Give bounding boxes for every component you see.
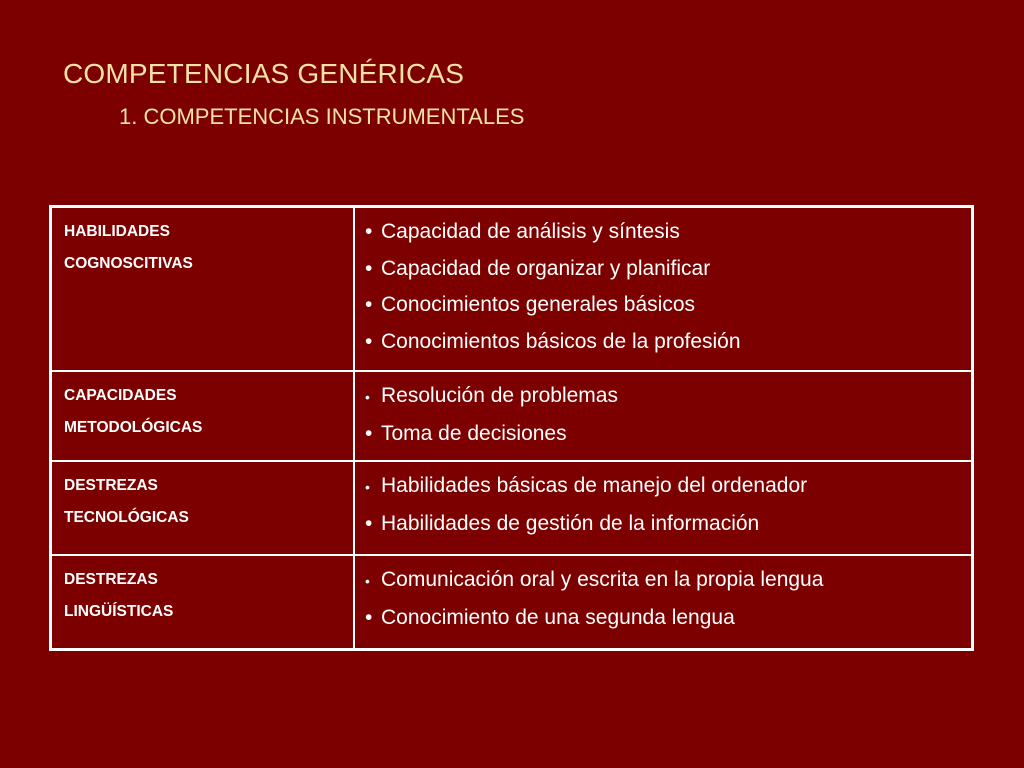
category-label: HABILIDADES (64, 223, 170, 240)
list-item: • Habilidades de gestión de la información (365, 506, 961, 543)
bullet-icon: • (365, 605, 373, 629)
slide-title: COMPETENCIAS GENÉRICAS (63, 58, 465, 89)
list-item: • Conocimientos básicos de la profesión (365, 324, 961, 361)
items-cell (354, 555, 973, 650)
table-row (51, 461, 973, 555)
list-item: • Resolución de problemas (365, 378, 961, 416)
category-cell (51, 371, 355, 461)
list-item: • Habilidades básicas de manejo del ordenador (365, 468, 961, 506)
category-label: DESTREZAS (64, 477, 158, 494)
table-row (51, 207, 973, 372)
items-cell (354, 461, 973, 555)
bullet-icon: • (365, 511, 373, 535)
category-label: TECNOLÓGICAS (64, 509, 189, 526)
items-cell (354, 207, 973, 372)
bullet-icon: • (365, 421, 373, 445)
category-label: COGNOSCITIVAS (64, 255, 193, 272)
items-cell (354, 371, 973, 461)
item-list (365, 214, 961, 360)
bullet-icon: • (365, 389, 370, 405)
category-label: CAPACIDADES (64, 387, 177, 404)
bullet-icon: • (365, 573, 370, 589)
list-item: • Toma de decisiones (365, 416, 961, 453)
table-row (51, 555, 973, 650)
list-item: • Capacidad de organizar y planificar (365, 251, 961, 288)
table-row (51, 371, 973, 461)
bullet-icon: • (365, 479, 370, 495)
list-item: • Conocimientos generales básicos (365, 287, 961, 324)
item-list (365, 468, 961, 542)
category-cell (51, 207, 355, 372)
category-label: METODOLÓGICAS (64, 419, 203, 436)
list-item: • Conocimiento de una segunda lengua (365, 600, 961, 637)
item-list (365, 562, 961, 636)
item-list (365, 378, 961, 452)
category-label: LINGÜÍSTICAS (64, 603, 174, 620)
category-label: DESTREZAS (64, 571, 158, 588)
category-cell (51, 555, 355, 650)
slide-subtitle: 1. COMPETENCIAS INSTRUMENTALES (119, 104, 525, 129)
bullet-icon: • (365, 220, 373, 243)
bullet-icon: • (365, 329, 373, 353)
bullet-icon: • (365, 256, 373, 280)
list-item: • Capacidad de análisis y síntesis (365, 214, 961, 251)
list-item: • Comunicación oral y escrita en la propia lengua (365, 562, 961, 600)
category-cell (51, 461, 355, 555)
competencies-table (49, 205, 974, 651)
bullet-icon: • (365, 293, 373, 316)
